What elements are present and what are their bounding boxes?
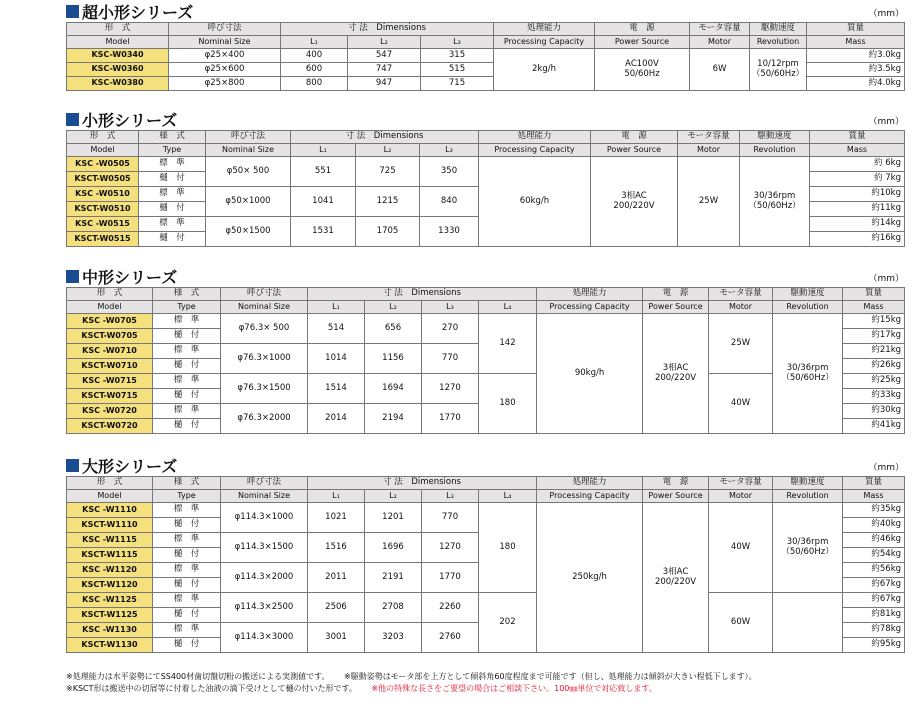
header-l2: L₂: [365, 301, 422, 314]
header-speed-en: Revolution: [740, 144, 810, 157]
l1-cell: 1021: [308, 503, 365, 533]
type-cell: 樋 付: [139, 232, 206, 247]
header-dimensions: 寸 法 Dimensions: [281, 23, 494, 36]
size-cell: φ25×800: [169, 77, 281, 91]
model-cell: KSCT-W1120: [67, 578, 153, 593]
l1-cell: 1514: [308, 374, 365, 404]
mass-cell: 約40kg: [843, 518, 905, 533]
l1-cell: 1531: [291, 217, 356, 247]
section-title-text: 小形シリーズ: [82, 110, 178, 130]
header-speed-en: Revolution: [773, 301, 843, 314]
type-cell: 標 準: [139, 157, 206, 172]
type-cell: 標 準: [153, 503, 221, 518]
header-l3: L₃: [422, 301, 479, 314]
model-cell: KSCT-W0715: [67, 389, 153, 404]
section-medium: [66, 265, 904, 434]
mass-cell: 約46kg: [843, 533, 905, 548]
size-cell: φ50× 500: [206, 157, 291, 187]
header-capacity: 処理能力: [494, 23, 595, 36]
section-title: [66, 0, 904, 22]
footnote-row: [66, 683, 906, 695]
model-cell: KSC -W1115: [67, 533, 153, 548]
header-l3: L₃: [421, 36, 494, 49]
header-speed-en: Revolution: [773, 490, 843, 503]
mass-cell: 約67kg: [843, 578, 905, 593]
model-cell: KSC -W0710: [67, 344, 153, 359]
l1-cell: 1014: [308, 344, 365, 374]
section-title: [66, 454, 904, 476]
l1-cell: 800: [281, 77, 348, 91]
motor-cell: 25W: [678, 157, 740, 247]
speed-cell: 10/12rpm （50/60Hz）: [750, 49, 807, 91]
footnote-row: [66, 671, 906, 683]
power-cell: AC100V 50/60Hz: [595, 49, 690, 91]
mass-cell: 約14kg: [810, 217, 905, 232]
type-cell: 標 準: [139, 187, 206, 202]
l4-cell: 180: [479, 374, 537, 434]
header-power: 電 源: [643, 288, 709, 301]
type-cell: 樋 付: [153, 608, 221, 623]
square-bullet-icon: [66, 5, 79, 18]
header-model-en: Model: [67, 144, 139, 157]
section-title-text: 大形シリーズ: [82, 456, 178, 476]
header-motor-en: Motor: [709, 490, 773, 503]
l2-cell: 1156: [365, 344, 422, 374]
l3-cell: 2260: [422, 593, 479, 623]
mass-cell: 約78kg: [843, 623, 905, 638]
spec-table: [66, 22, 905, 91]
header-type: 様 式: [153, 477, 221, 490]
size-cell: φ114.3×2000: [221, 563, 308, 593]
header-speed-en: Revolution: [750, 36, 807, 49]
square-bullet-icon: [66, 113, 79, 126]
l1-cell: 3001: [308, 623, 365, 653]
header-power-en: Power Source: [595, 36, 690, 49]
footnote-special-length: ※他の特殊な長さをご要望の場合はご相談下さい。100㎜単位で対応致します。: [371, 684, 657, 693]
type-cell: 樋 付: [153, 359, 221, 374]
type-cell: 樋 付: [153, 389, 221, 404]
section-title-text: 超小形シリーズ: [82, 2, 194, 22]
header-power: 電 源: [591, 131, 678, 144]
l2-cell: 947: [348, 77, 421, 91]
mass-cell: 約17kg: [843, 329, 905, 344]
header-l1: L₁: [291, 144, 356, 157]
l3-cell: 270: [422, 314, 479, 344]
l2-cell: 2194: [365, 404, 422, 434]
header-type-en: Type: [139, 144, 206, 157]
l3-cell: 770: [422, 344, 479, 374]
model-cell: KSCT-W1130: [67, 638, 153, 653]
model-cell: KSC-W0340: [67, 49, 169, 63]
header-size: 呼び寸法: [221, 477, 308, 490]
model-cell: KSCT-W0515: [67, 232, 139, 247]
type-cell: 樋 付: [153, 548, 221, 563]
header-l4: L₄: [479, 301, 537, 314]
capacity-cell: 2kg/h: [494, 49, 595, 91]
type-cell: 樋 付: [153, 419, 221, 434]
l2-cell: 656: [365, 314, 422, 344]
model-cell: KSCT-W0505: [67, 172, 139, 187]
table-row: [67, 49, 905, 63]
header-size-en: Nominal Size: [221, 301, 308, 314]
l3-cell: 1770: [422, 404, 479, 434]
l2-cell: 1696: [365, 533, 422, 563]
header-dimensions: 寸 法 Dimensions: [291, 131, 479, 144]
mass-cell: 約15kg: [843, 314, 905, 329]
header-model: 形 式: [67, 23, 169, 36]
model-cell: KSC -W1120: [67, 563, 153, 578]
mass-cell: 約21kg: [843, 344, 905, 359]
header-mass: 質量: [843, 477, 905, 490]
l3-cell: 515: [421, 63, 494, 77]
header-mass-en: Mass: [843, 301, 905, 314]
type-cell: 標 準: [153, 563, 221, 578]
header-l2: L₂: [348, 36, 421, 49]
power-cell: 3相AC 200/220V: [643, 503, 709, 653]
type-cell: 標 準: [153, 314, 221, 329]
model-cell: KSCT-W0710: [67, 359, 153, 374]
spec-table: [66, 287, 905, 434]
size-cell: φ114.3×1500: [221, 533, 308, 563]
footnote-capacity: ※処理能力は水平姿勢にてSS400材歯切盤切粉の搬送による実測値です。: [66, 672, 326, 681]
l2-cell: 1694: [365, 374, 422, 404]
l1-cell: 400: [281, 49, 348, 63]
l2-cell: 1705: [356, 217, 420, 247]
unit-label: （mm）: [868, 9, 904, 19]
header-l3: L₃: [422, 490, 479, 503]
mass-cell: 約11kg: [810, 202, 905, 217]
mass-cell: 約95kg: [843, 638, 905, 653]
l3-cell: 840: [420, 187, 479, 217]
header-capacity-en: Processing Capacity: [479, 144, 591, 157]
speed-cell: 30/36rpm （50/60Hz）: [773, 314, 843, 434]
type-cell: 標 準: [153, 593, 221, 608]
header-type-en: Type: [153, 301, 221, 314]
header-size-en: Nominal Size: [221, 490, 308, 503]
size-cell: φ76.3×1500: [221, 374, 308, 404]
table-row: [67, 593, 905, 608]
square-bullet-icon: [66, 459, 79, 472]
size-cell: φ114.3×3000: [221, 623, 308, 653]
l1-cell: 1041: [291, 187, 356, 217]
speed-cell: 30/36rpm （50/60Hz）: [740, 157, 810, 247]
mass-cell: 約81kg: [843, 608, 905, 623]
section-large: [66, 454, 904, 653]
l2-cell: 1201: [365, 503, 422, 533]
header-l4: L₄: [479, 490, 537, 503]
table-row: [67, 503, 905, 518]
model-cell: KSC -W0715: [67, 374, 153, 389]
l4-cell: 202: [479, 593, 537, 653]
l3-cell: 1330: [420, 217, 479, 247]
unit-label: （mm）: [868, 463, 904, 473]
mass-cell: 約56kg: [843, 563, 905, 578]
motor-cell: 40W: [709, 503, 773, 593]
header-l2: L₂: [365, 490, 422, 503]
speed-cell: 30/36rpm （50/60Hz）: [773, 503, 843, 593]
mass-cell: 約35kg: [843, 503, 905, 518]
header-model-en: Model: [67, 301, 153, 314]
mass-cell: 約 7kg: [810, 172, 905, 187]
header-capacity-en: Processing Capacity: [494, 36, 595, 49]
capacity-cell: 90kg/h: [537, 314, 643, 434]
speed-cell: [773, 593, 843, 653]
l3-cell: 1270: [422, 374, 479, 404]
header-size-en: Nominal Size: [206, 144, 291, 157]
l3-cell: 350: [420, 157, 479, 187]
l2-cell: 2191: [365, 563, 422, 593]
footnote-gutter: ※KSCT形は搬送中の切屑等に付着した油液の滴下受けとして樋の付いた形です。: [66, 684, 353, 693]
header-mass-en: Mass: [810, 144, 905, 157]
header-l3: L₃: [420, 144, 479, 157]
type-cell: 樋 付: [139, 202, 206, 217]
mass-cell: 約33kg: [843, 389, 905, 404]
footnotes: [66, 671, 906, 695]
l2-cell: 725: [356, 157, 420, 187]
power-cell: 3相AC 200/220V: [591, 157, 678, 247]
mass-cell: 約 6kg: [810, 157, 905, 172]
spec-table: [66, 130, 905, 247]
capacity-cell: 250kg/h: [537, 503, 643, 653]
header-power-en: Power Source: [643, 490, 709, 503]
l1-cell: 514: [308, 314, 365, 344]
l1-cell: 2506: [308, 593, 365, 623]
header-power-en: Power Source: [591, 144, 678, 157]
mass-cell: 約30kg: [843, 404, 905, 419]
type-cell: 樋 付: [153, 578, 221, 593]
l3-cell: 715: [421, 77, 494, 91]
type-cell: 標 準: [153, 623, 221, 638]
header-l1: L₁: [308, 301, 365, 314]
l4-cell: 142: [479, 314, 537, 374]
header-model: 形 式: [67, 477, 153, 490]
header-dimensions: 寸 法 Dimensions: [308, 477, 537, 490]
power-cell: 3相AC 200/220V: [643, 314, 709, 434]
mass-cell: 約10kg: [810, 187, 905, 202]
model-cell: KSC-W0380: [67, 77, 169, 91]
mass-cell: 約3.0kg: [807, 49, 905, 63]
header-l1: L₁: [281, 36, 348, 49]
model-cell: KSC -W0510: [67, 187, 139, 202]
mass-cell: 約67kg: [843, 593, 905, 608]
header-mass: 質量: [810, 131, 905, 144]
l1-cell: 2014: [308, 404, 365, 434]
l3-cell: 315: [421, 49, 494, 63]
l1-cell: 551: [291, 157, 356, 187]
l2-cell: 3203: [365, 623, 422, 653]
type-cell: 標 準: [153, 404, 221, 419]
type-cell: 樋 付: [153, 329, 221, 344]
type-cell: 標 準: [139, 217, 206, 232]
model-cell: KSC-W0360: [67, 63, 169, 77]
motor-cell: 60W: [709, 593, 773, 653]
model-cell: KSCT-W1110: [67, 518, 153, 533]
footnote-angle: ※駆動姿勢はモータ部を上方として傾斜角60度程度まで可能です（但し、処理能力は傾斜が大きい程低下します）。: [344, 672, 757, 681]
type-cell: 樋 付: [153, 518, 221, 533]
motor-cell: 6W: [690, 49, 750, 91]
size-cell: φ114.3×2500: [221, 593, 308, 623]
header-motor: モータ容量: [678, 131, 740, 144]
header-size-en: Nominal Size: [169, 36, 281, 49]
header-size: 呼び寸法: [169, 23, 281, 36]
header-mass-en: Mass: [807, 36, 905, 49]
size-cell: φ114.3×1000: [221, 503, 308, 533]
header-motor: モータ容量: [690, 23, 750, 36]
table-row: [67, 157, 905, 172]
header-capacity: 処理能力: [537, 288, 643, 301]
mass-cell: 約25kg: [843, 374, 905, 389]
motor-cell: 40W: [709, 374, 773, 434]
header-motor: モータ容量: [709, 288, 773, 301]
l2-cell: 2708: [365, 593, 422, 623]
unit-label: （mm）: [868, 274, 904, 284]
section-title-text: 中形シリーズ: [82, 267, 178, 287]
header-mass: 質量: [843, 288, 905, 301]
size-cell: φ50×1500: [206, 217, 291, 247]
section-title: [66, 265, 904, 287]
size-cell: φ25×400: [169, 49, 281, 63]
motor-cell: 25W: [709, 314, 773, 374]
model-cell: KSC -W0515: [67, 217, 139, 232]
header-mass-en: Mass: [843, 490, 905, 503]
l1-cell: 2011: [308, 563, 365, 593]
size-cell: φ25×600: [169, 63, 281, 77]
header-motor-en: Motor: [690, 36, 750, 49]
l3-cell: 1270: [422, 533, 479, 563]
model-cell: KSC -W0705: [67, 314, 153, 329]
header-capacity: 処理能力: [537, 477, 643, 490]
header-model-en: Model: [67, 36, 169, 49]
table-row: [67, 314, 905, 329]
l3-cell: 770: [422, 503, 479, 533]
l3-cell: 2760: [422, 623, 479, 653]
header-capacity-en: Processing Capacity: [537, 490, 643, 503]
mass-cell: 約16kg: [810, 232, 905, 247]
model-cell: KSCT-W0705: [67, 329, 153, 344]
l2-cell: 747: [348, 63, 421, 77]
header-motor-en: Motor: [709, 301, 773, 314]
l2-cell: 547: [348, 49, 421, 63]
header-dimensions: 寸 法 Dimensions: [308, 288, 537, 301]
model-cell: KSCT-W0720: [67, 419, 153, 434]
size-cell: φ76.3× 500: [221, 314, 308, 344]
l3-cell: 1770: [422, 563, 479, 593]
header-l2: L₂: [356, 144, 420, 157]
model-cell: KSC -W1110: [67, 503, 153, 518]
header-speed: 駆動速度: [773, 477, 843, 490]
model-cell: KSC -W0720: [67, 404, 153, 419]
section-title: [66, 108, 904, 130]
type-cell: 標 準: [153, 533, 221, 548]
header-capacity-en: Processing Capacity: [537, 301, 643, 314]
header-power: 電 源: [595, 23, 690, 36]
square-bullet-icon: [66, 270, 79, 283]
size-cell: φ76.3×1000: [221, 344, 308, 374]
l2-cell: 1215: [356, 187, 420, 217]
header-motor-en: Motor: [678, 144, 740, 157]
unit-label: （mm）: [868, 117, 904, 127]
spec-table: [66, 476, 905, 653]
header-type: 様 式: [153, 288, 221, 301]
header-model-en: Model: [67, 490, 153, 503]
model-cell: KSC -W1130: [67, 623, 153, 638]
model-cell: KSC -W1125: [67, 593, 153, 608]
header-speed: 駆動速度: [750, 23, 807, 36]
model-cell: KSCT-W1115: [67, 548, 153, 563]
header-capacity: 処理能力: [479, 131, 591, 144]
header-model: 形 式: [67, 288, 153, 301]
mass-cell: 約26kg: [843, 359, 905, 374]
section-small: [66, 108, 904, 247]
type-cell: 樋 付: [153, 638, 221, 653]
mass-cell: 約41kg: [843, 419, 905, 434]
model-cell: KSCT-W0510: [67, 202, 139, 217]
header-power-en: Power Source: [643, 301, 709, 314]
section-ultra-small: [66, 0, 904, 91]
model-cell: KSCT-W1125: [67, 608, 153, 623]
model-cell: KSC -W0505: [67, 157, 139, 172]
capacity-cell: 60kg/h: [479, 157, 591, 247]
l1-cell: 600: [281, 63, 348, 77]
header-size: 呼び寸法: [206, 131, 291, 144]
header-type: 様 式: [139, 131, 206, 144]
mass-cell: 約54kg: [843, 548, 905, 563]
size-cell: φ76.3×2000: [221, 404, 308, 434]
header-speed: 駆動速度: [740, 131, 810, 144]
mass-cell: 約3.5kg: [807, 63, 905, 77]
header-mass: 質量: [807, 23, 905, 36]
header-speed: 駆動速度: [773, 288, 843, 301]
header-l1: L₁: [308, 490, 365, 503]
header-type-en: Type: [153, 490, 221, 503]
header-motor: モータ容量: [709, 477, 773, 490]
type-cell: 樋 付: [139, 172, 206, 187]
header-power: 電 源: [643, 477, 709, 490]
header-size: 呼び寸法: [221, 288, 308, 301]
type-cell: 標 準: [153, 344, 221, 359]
l1-cell: 1516: [308, 533, 365, 563]
header-model: 形 式: [67, 131, 139, 144]
size-cell: φ50×1000: [206, 187, 291, 217]
l4-cell: 180: [479, 503, 537, 593]
type-cell: 標 準: [153, 374, 221, 389]
mass-cell: 約4.0kg: [807, 77, 905, 91]
